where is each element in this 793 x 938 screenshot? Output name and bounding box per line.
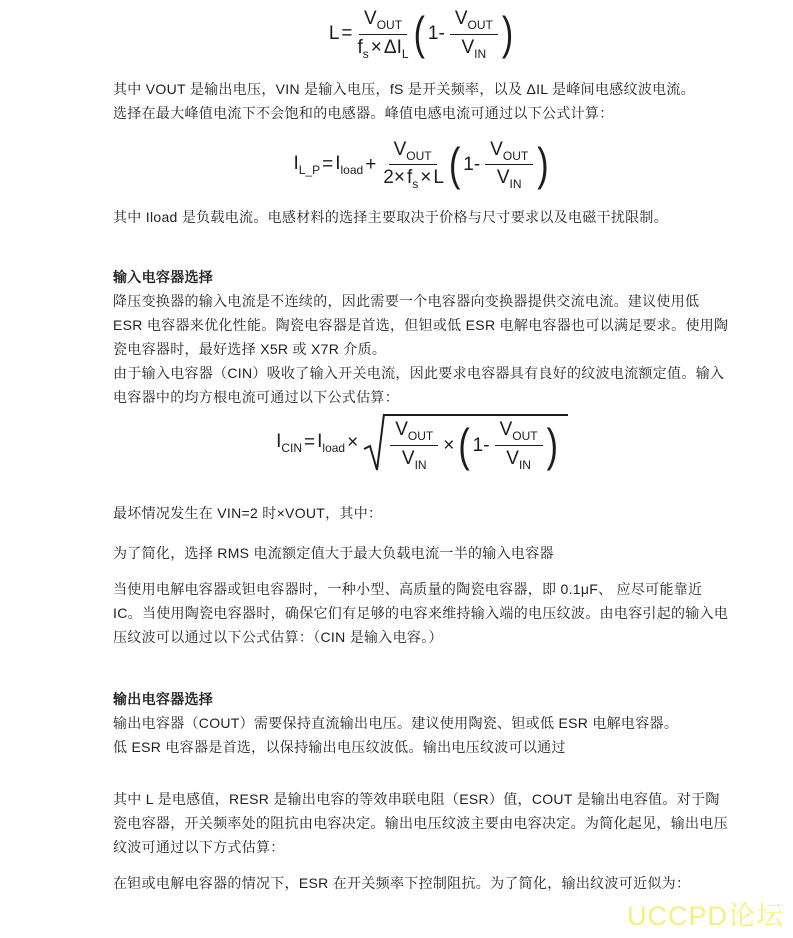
section-heading-input-capacitor: 输入电容器选择 (113, 269, 214, 286)
formula-input-rms-expression: $I_{CIN}$ = $I_{load}$ × $V_{OUT}$ $V_{IN}$ × ( 1- $V_{OUT}$ $V_{IN}$ ) (276, 413, 568, 473)
paragraph-symbol-definitions: 其中 VOUT 是输出电压，VIN 是输入电压，fS 是开关频率，以及 ΔIL 是峰间电感纹波电流。 (113, 80, 696, 97)
paragraph-worst-case: 最坏情况发生在 VIN=2 时×VOUT，其中： (113, 505, 383, 522)
formula-peak-current (113, 139, 731, 192)
formula-peak-current-expression: $I_{L\_P}$ = $I_{load}$ + $V_{OUT}$ 2× $f_s$ × L ( 1- $V_{OUT}$ $V_{IN}$ ) (293, 138, 549, 192)
formula-input-rms (113, 413, 731, 473)
paragraph-low-esr-note: 低 ESR 电容器是首选，以保持输出电压纹波低。输出电压纹波可以通过 (113, 739, 566, 756)
paragraph-iload-note: 其中 Iload 是负载电流。电感材料的选择主要取决于价格与尺寸要求以及电磁干扰限制。 (113, 209, 669, 226)
paragraph-ceramic-bypass: 当使用电解电容器或钽电容器时，一种小型、高质量的陶瓷电容器，即 0.1μF、 应尽可能靠近 IC。当使用陶瓷电容器时，确保它们有足够的电容来维持输入端的电压纹波。由电容引起的输入电压纹波可以通过以下公式估算：（CIN 是输入电容。） (113, 581, 729, 646)
formula-inductance (113, 8, 731, 61)
paragraph-input-cap-intro: 降压变换器的输入电流是不连续的，因此需要一个电容器向变换器提供交流电流。建议使用低 ESR 电容器来优化性能。陶瓷电容器是首选，但钽或低 ESR 电解电容器也可以满足要求。使用陶瓷电容器时，最好选择 X5R 或 X7R 介质。 (113, 293, 729, 358)
paragraph-saturation-note: 选择在最大峰值电流下不会饱和的电感器。峰值电感电流可通过以下公式计算： (113, 104, 614, 121)
paragraph-resr-definition: 其中 L 是电感值，RESR 是输出电容的等效串联电阻（ESR）值，COUT 是输出电容值。对于陶瓷电容器，开关频率处的阻抗由电容决定。输出电压纹波主要由电容决定。为简化起见，输出电压纹波可通过以下方式估算： (113, 791, 728, 856)
document-content (113, 0, 731, 895)
radical-sign (363, 413, 385, 473)
section-heading-output-capacitor: 输出电容器选择 (113, 691, 214, 708)
paragraph-cin-ripple: 由于输入电容器（CIN）吸收了输入开关电流，因此要求电容器具有良好的纹波电流额定值。输入电容器中的均方根电流可通过以下公式估算： (113, 365, 725, 406)
paragraph-output-cap-intro: 输出电容器（COUT）需要保持直流输出电压。建议使用陶瓷、钽或低 ESR 电解电容器。 (113, 715, 679, 732)
formula-inductance-expression: L = $V_{OUT}$ $f_s$ × $\Delta I_L$ ( 1- $V_{OUT}$ $V_{IN}$ ) (328, 8, 514, 61)
watermark: UCCPD论坛 (626, 901, 784, 931)
paragraph-tantalum-esr: 在钽或电解电容器的情况下，ESR 在开关频率下控制阻抗。为了简化，输出纹波可近似为： (113, 875, 691, 892)
paragraph-rms-simplify: 为了简化，选择 RMS 电流额定值大于最大负载电流一半的输入电容器 (113, 545, 554, 562)
